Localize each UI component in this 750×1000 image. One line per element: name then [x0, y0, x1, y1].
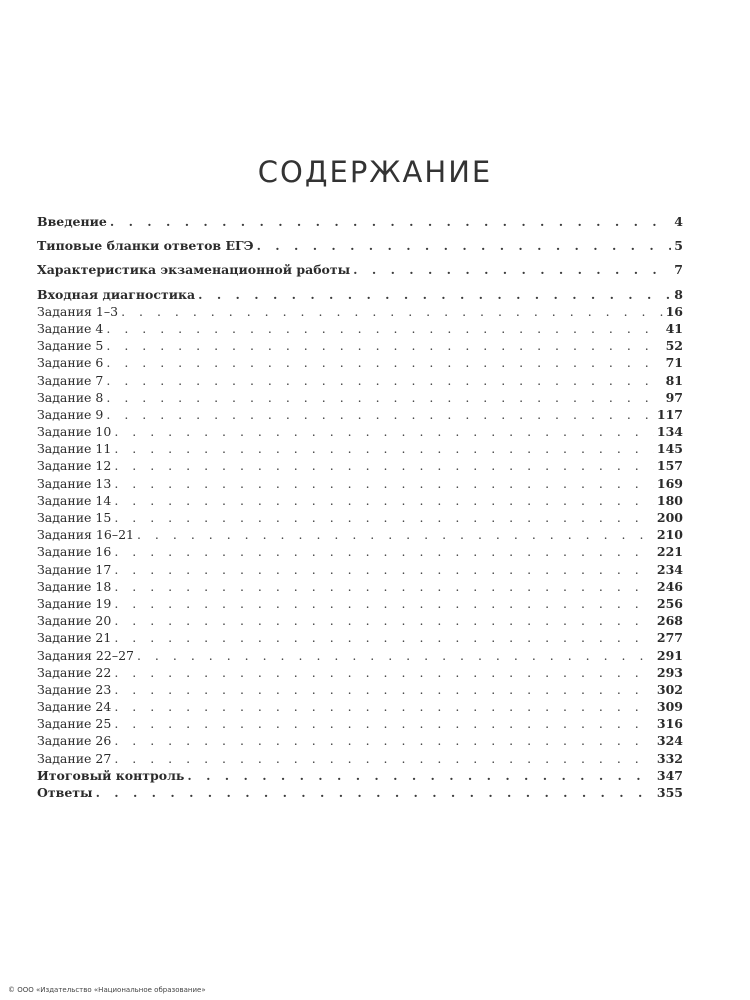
- toc-dot-leader: [114, 715, 654, 732]
- toc-entry-label: Задание 19: [37, 595, 112, 611]
- toc-entry-label: Задание 14: [37, 492, 112, 508]
- toc-dot-leader: [114, 664, 654, 681]
- toc-entry: [37, 595, 683, 612]
- toc-dot-leader: [114, 681, 654, 698]
- toc-entry-label: Характеристика экзаменационной работы: [37, 262, 351, 278]
- toc-entry-page: 268: [656, 613, 683, 629]
- toc-entry: [37, 320, 683, 337]
- toc-entry-page: 117: [656, 406, 683, 422]
- toc-entry-label: Задание 23: [37, 681, 112, 697]
- toc-entry: [37, 732, 683, 749]
- toc-entry-label: Задание 17: [37, 561, 112, 577]
- toc-dot-leader: [110, 213, 671, 230]
- toc-entry-label: Задание 10: [37, 424, 112, 440]
- toc-entry-page: 355: [656, 785, 683, 800]
- toc-entry-label: Типовые бланки ответов ЕГЭ: [37, 238, 254, 254]
- toc-entry-page: 291: [656, 647, 683, 663]
- toc-dot-leader: [198, 286, 671, 303]
- toc-entry-page: 200: [656, 510, 683, 525]
- toc-entry-page: 246: [656, 578, 683, 594]
- toc-entry: [37, 475, 683, 492]
- toc-entry-page: 134: [656, 424, 683, 440]
- page-title: СОДЕРЖАНИЕ: [257, 155, 493, 189]
- toc-entry: [37, 612, 683, 629]
- toc-entry: [37, 237, 683, 254]
- toc-entry: [37, 354, 683, 371]
- toc-dot-leader: [114, 475, 654, 492]
- toc-entry: [37, 561, 683, 578]
- toc-dot-leader: [114, 457, 654, 474]
- toc-entry-page: 347: [656, 767, 683, 783]
- toc-entry-page: 157: [656, 458, 683, 474]
- toc-entry: [37, 423, 683, 440]
- toc-dot-leader: [137, 647, 654, 664]
- toc-dot-leader: [106, 354, 662, 371]
- toc-entry: [37, 492, 683, 509]
- toc-entry-label: Задание 16: [37, 544, 112, 560]
- toc-entry-label: Задание 27: [37, 750, 112, 766]
- toc-dot-leader: [114, 595, 654, 612]
- toc-entry: [37, 509, 683, 526]
- toc-entry-label: Задание 5: [37, 338, 104, 354]
- toc-entry-label: Задание 20: [37, 613, 112, 629]
- toc-dot-leader: [114, 423, 654, 440]
- toc-entry-page: 97: [665, 389, 683, 405]
- toc-entry: [37, 406, 683, 423]
- toc-entry-page: 41: [665, 320, 683, 336]
- toc-entry-page: 210: [656, 527, 683, 543]
- toc-entry: [37, 698, 683, 715]
- toc-entry: [37, 440, 683, 457]
- toc-entry-page: 8: [674, 286, 683, 302]
- toc-dot-leader: [114, 750, 654, 767]
- toc-entry-label: Задания 22–27: [37, 647, 134, 663]
- toc-entry-page: 277: [656, 630, 683, 646]
- toc-entry-page: 4: [674, 214, 683, 229]
- toc-entry-page: 81: [665, 372, 683, 388]
- toc-entry: [37, 213, 683, 230]
- toc-entry: [37, 578, 683, 595]
- toc-entry: [37, 303, 683, 320]
- toc-entry: [37, 261, 683, 278]
- toc-entry-page: 316: [656, 716, 683, 732]
- toc-entry-page: 221: [656, 544, 683, 560]
- toc-entry-label: Входная диагностика: [37, 286, 196, 302]
- toc-entry: [37, 457, 683, 474]
- toc-dot-leader: [114, 561, 654, 578]
- toc-entry: [37, 664, 683, 681]
- toc-dot-leader: [114, 732, 654, 749]
- toc-entry-page: 180: [656, 492, 683, 508]
- toc-entry-label: Задание 12: [37, 458, 112, 474]
- toc-entry-label: Задание 22: [37, 664, 112, 680]
- toc-entry-page: 293: [656, 664, 683, 680]
- toc-entry-label: Задание 7: [37, 372, 104, 388]
- toc-dot-leader: [114, 543, 654, 560]
- toc-entry: [37, 372, 683, 389]
- toc-entry-label: Задание 9: [37, 406, 104, 422]
- toc-dot-leader: [137, 526, 654, 543]
- toc-entry-label: Итоговый контроль: [37, 767, 185, 783]
- toc-entry-label: Задание 15: [37, 510, 112, 525]
- toc-dot-leader: [106, 406, 654, 423]
- toc-dot-leader: [96, 784, 654, 801]
- toc-entry-label: Задание 11: [37, 441, 112, 457]
- toc-dot-leader: [114, 612, 654, 629]
- table-of-contents: [37, 213, 683, 801]
- toc-entry-page: 256: [656, 595, 683, 611]
- toc-entry: [37, 647, 683, 664]
- toc-dot-leader: [114, 629, 654, 646]
- toc-entry-page: 332: [656, 750, 683, 766]
- toc-entry-label: Задание 8: [37, 389, 104, 405]
- toc-dot-leader: [114, 578, 654, 595]
- toc-dot-leader: [114, 440, 654, 457]
- toc-entry-label: Задание 4: [37, 320, 104, 336]
- toc-entry-page: 7: [674, 262, 683, 278]
- toc-entry: [37, 784, 683, 801]
- toc-entry-page: 169: [656, 475, 683, 491]
- toc-dot-leader: [114, 698, 654, 715]
- toc-entry: [37, 629, 683, 646]
- toc-entry-page: 16: [665, 303, 683, 319]
- toc-dot-leader: [257, 237, 672, 254]
- toc-dot-leader: [106, 389, 662, 406]
- toc-entry: [37, 526, 683, 543]
- toc-entry-label: Задание 18: [37, 578, 112, 594]
- toc-entry: [37, 543, 683, 560]
- toc-dot-leader: [353, 261, 671, 278]
- toc-entry-label: Ответы: [37, 785, 93, 800]
- toc-entry-page: 71: [665, 355, 683, 371]
- toc-entry: [37, 715, 683, 732]
- copyright-footer: © ООО «Издательство «Национальное образование»: [8, 986, 206, 994]
- toc-entry-page: 5: [674, 238, 683, 254]
- toc-entry-label: Задания 16–21: [37, 527, 134, 543]
- toc-entry-page: 145: [656, 441, 683, 457]
- toc-entry: [37, 337, 683, 354]
- toc-dot-leader: [187, 767, 654, 784]
- toc-entry-label: Задание 24: [37, 699, 112, 715]
- toc-dot-leader: [106, 337, 662, 354]
- toc-entry-label: Задание 25: [37, 716, 112, 732]
- toc-dot-leader: [106, 372, 662, 389]
- toc-entry-page: 52: [665, 338, 683, 354]
- toc-entry-page: 234: [656, 561, 683, 577]
- toc-entry-label: Задание 26: [37, 733, 112, 749]
- toc-entry: [37, 681, 683, 698]
- toc-dot-leader: [106, 320, 662, 337]
- toc-entry-label: Задание 13: [37, 475, 112, 491]
- toc-dot-leader: [114, 509, 654, 526]
- toc-entry-label: Введение: [37, 214, 107, 229]
- toc-entry: [37, 389, 683, 406]
- toc-entry-page: 324: [656, 733, 683, 749]
- toc-dot-leader: [121, 303, 663, 320]
- toc-entry: [37, 750, 683, 767]
- toc-entry-page: 302: [656, 681, 683, 697]
- toc-entry: [37, 286, 683, 303]
- toc-dot-leader: [114, 492, 654, 509]
- toc-entry: [37, 767, 683, 784]
- toc-entry-label: Задание 6: [37, 355, 104, 371]
- toc-entry-label: Задание 21: [37, 630, 112, 646]
- toc-entry-page: 309: [656, 699, 683, 715]
- toc-entry-label: Задания 1–3: [37, 303, 119, 319]
